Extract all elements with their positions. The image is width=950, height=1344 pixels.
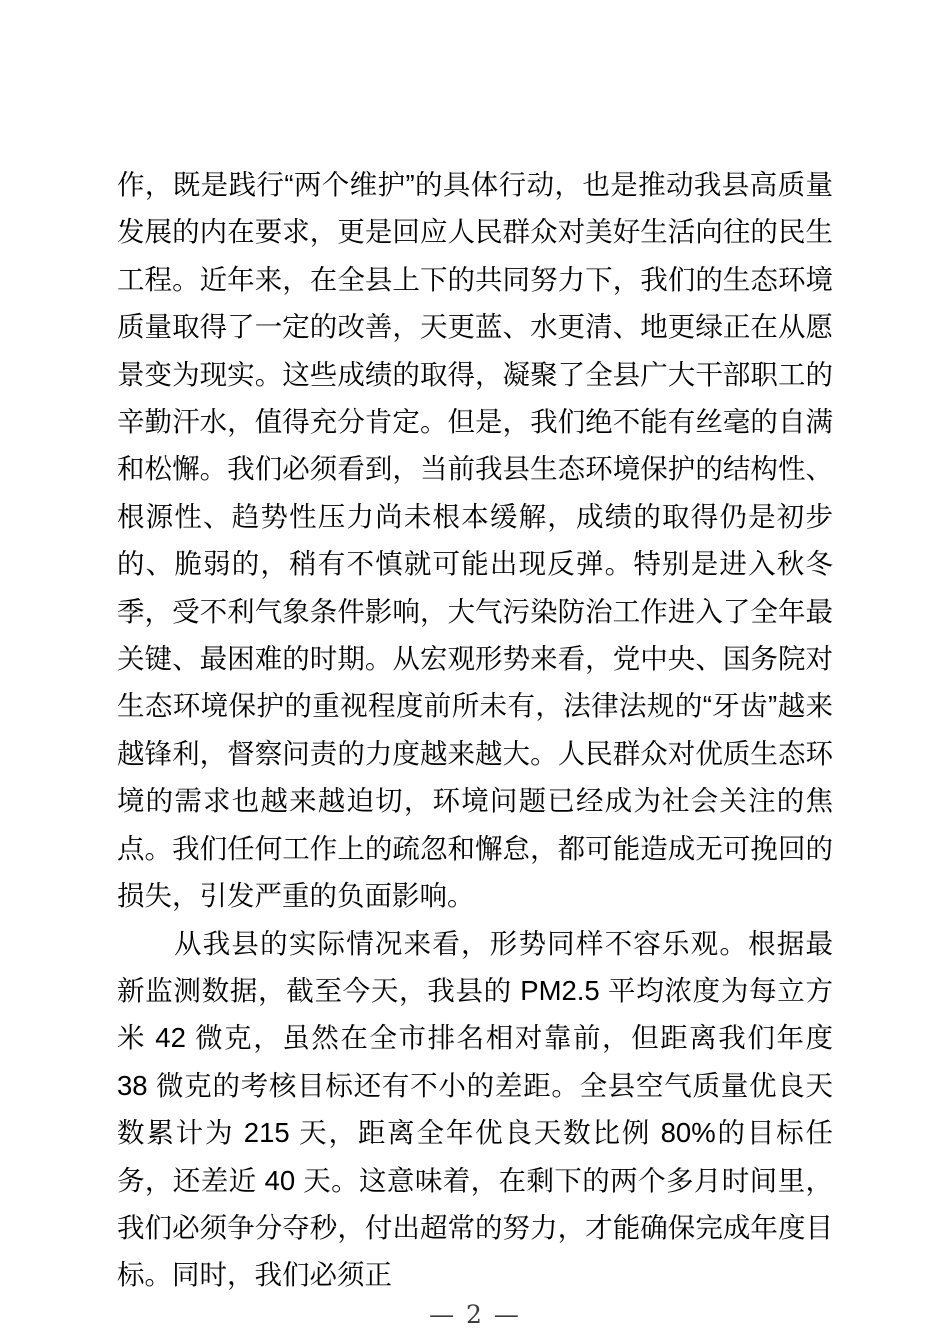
page-number: — 2 — — [429, 1300, 521, 1329]
paragraph-situation: 从我县的实际情况来看，形势同样不容乐观。根据最新监测数据，截至今天，我县的 PM2.5 平均浓度为每立方米 42 微克，虽然在全市排名相对靠前，但距离我们年度 38 微克的考核目标还有不小的差距。全县空气质量优良天数累计为 215 天，距离全年优良天数比例 80%的目标任务，还差近 40 天。这意味着，在剩下的两个多月时间里，我们必须争分夺秒，付出超常的努力，才能确保完成年度目标。同时，我们必须正 — [117, 927, 833, 1291]
document-body — [117, 161, 833, 1299]
paragraph-continued: 作，既是践行“两个维护”的具体行动，也是推动我县高质量发展的内在要求，更是回应人民群众对美好生活向往的民生工程。近年来，在全县上下的共同努力下，我们的生态环境质量取得了一定的改善，天更蓝、水更清、地更绿正在从愿景变为现实。这些成绩的取得，凝聚了全县广大干部职工的辛勤汗水，值得充分肯定。但是，我们绝不能有丝毫的自满和松懈。我们必须看到，当前我县生态环境保护的结构性、根源性、趋势性压力尚未根本缓解，成绩的取得仍是初步的、脆弱的，稍有不慎就可能出现反弹。特别是进入秋冬季，受不利气象条件影响，大气污染防治工作进入了全年最关键、最困难的时期。从宏观形势来看，党中央、国务院对生态环境保护的重视程度前所未有，法律法规的“牙齿”越来越锋利，督察问责的力度越来越大。人民群众对优质生态环境的需求也越来越迫切，环境问题已经成为社会关注的焦点。我们任何工作上的疏忽和懈怠，都可能造成无可挽回的损失，引发严重的负面影响。 — [117, 169, 833, 912]
